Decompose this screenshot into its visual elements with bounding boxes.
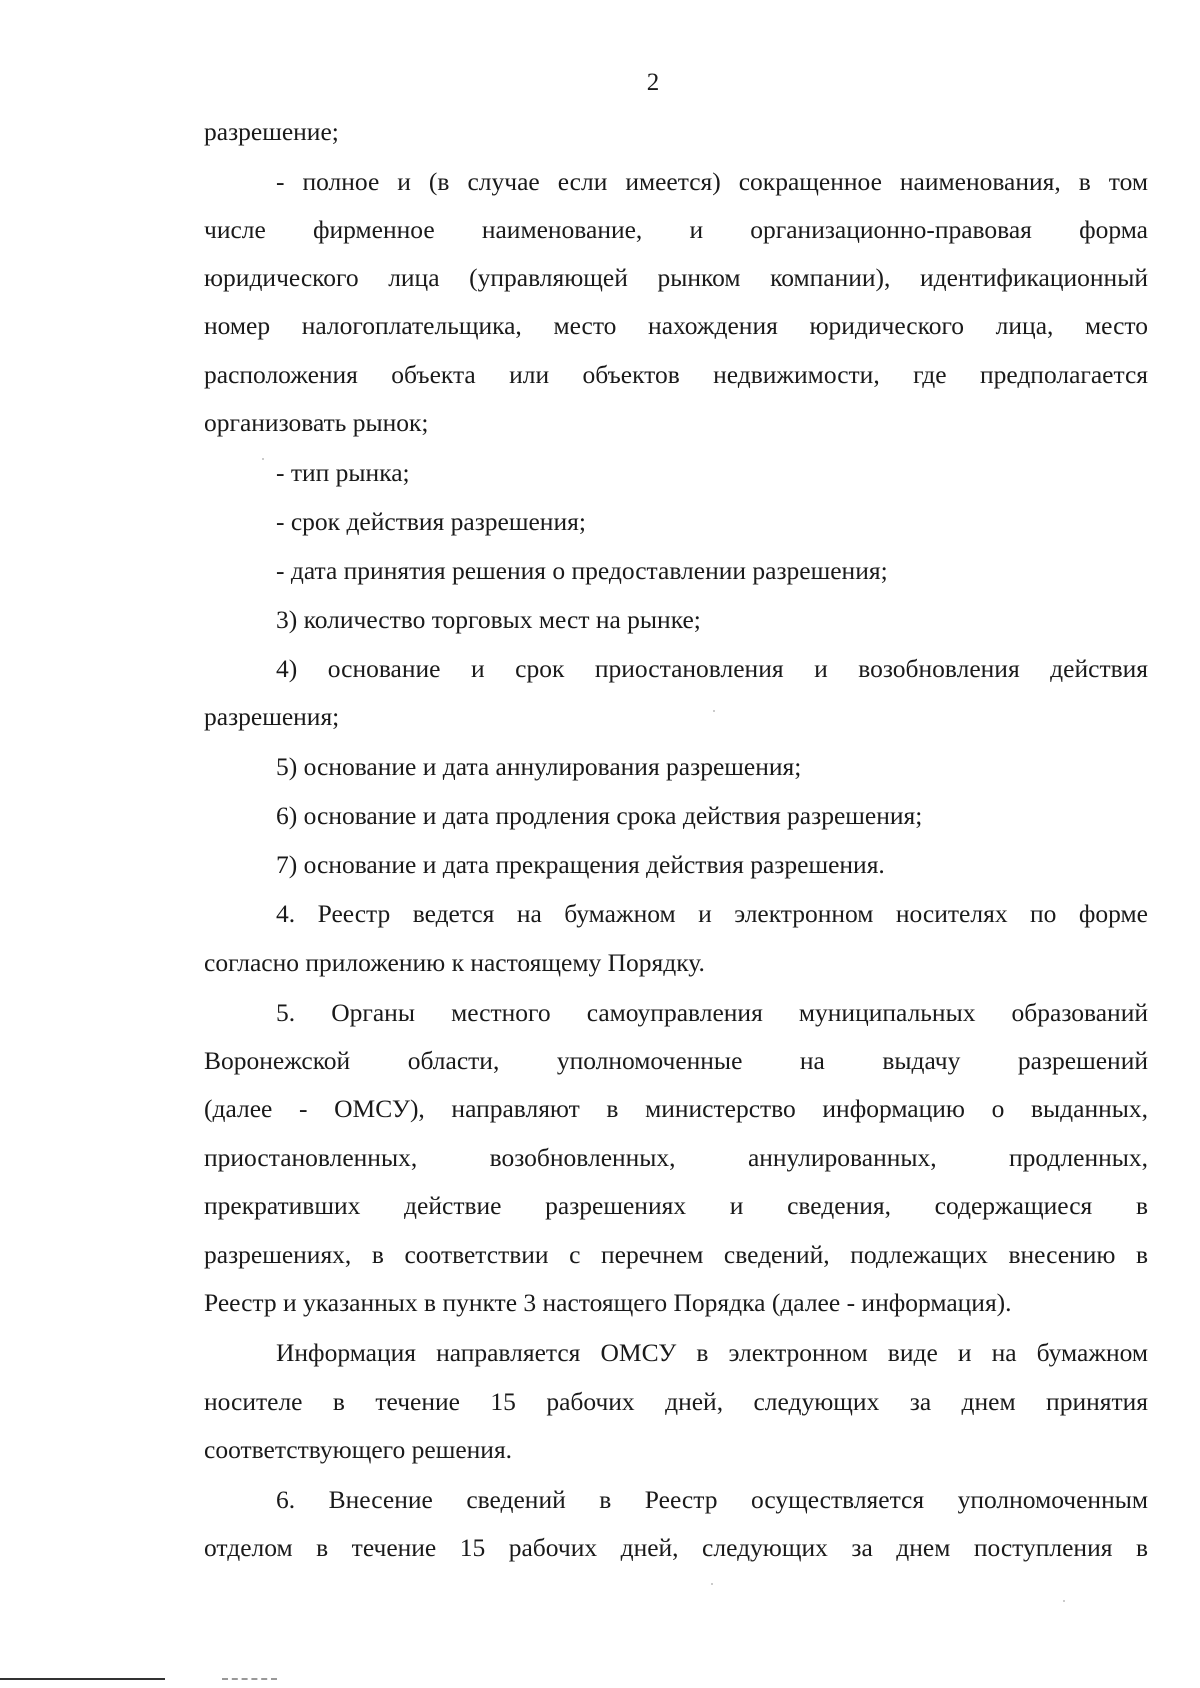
scan-speck [711,1583,713,1585]
scan-speck [262,458,264,460]
text-line: - дата принятия решения о предоставлении разрешения; [276,556,888,585]
text-line: отделом в течение 15 рабочих дней, следующих за днем поступления в [204,1533,1148,1562]
text-line: - полное и (в случае если имеется) сокращенное наименования, в том [276,167,1148,196]
text-line: 5) основание и дата аннулирования разрешения; [276,752,802,781]
text-line: прекративших действие разрешениях и сведения, содержащиеся в [204,1191,1148,1220]
text-line: Воронежской области, уполномоченные на выдачу разрешений [204,1046,1148,1075]
text-line: согласно приложению к настоящему Порядку. [204,948,705,977]
text-line: соответствующего решения. [204,1435,513,1464]
text-line: 4. Реестр ведется на бумажном и электронном носителях по форме [276,899,1148,928]
text-line: носителе в течение 15 рабочих дней, следующих за днем принятия [204,1387,1148,1416]
text-line: - тип рынка; [276,458,410,487]
text-line: (далее - ОМСУ), направляют в министерство информацию о выданных, [204,1094,1148,1123]
text-line: - срок действия разрешения; [276,507,586,536]
text-line: разрешениях, в соответствии с перечнем сведений, подлежащих внесению в [204,1240,1148,1269]
text-line: разрешение; [204,117,339,146]
text-line: приостановленных, возобновленных, аннулированных, продленных, [204,1143,1148,1172]
scan-speck [713,710,715,712]
text-line: юридического лица (управляющей рынком компании), идентификационный [204,263,1148,292]
scan-speck [1063,1600,1065,1602]
text-line: разрешения; [204,702,340,731]
footer-rule [0,1678,165,1680]
text-line: Реестр и указанных в пункте 3 настоящего Порядка (далее - информация). [204,1288,1012,1317]
text-line: числе фирменное наименование, и организационно-правовая форма [204,215,1148,244]
text-line: организовать рынок; [204,408,429,437]
text-line: номер налогоплательщика, место нахождения юридического лица, место [204,311,1148,340]
text-line: 7) основание и дата прекращения действия разрешения. [276,850,885,879]
text-line: 3) количество торговых мест на рынке; [276,605,701,634]
text-line: 4) основание и срок приостановления и возобновления действия [276,654,1148,683]
text-line: 6. Внесение сведений в Реестр осуществляется уполномоченным [276,1485,1148,1514]
footer-rule [222,1678,277,1680]
text-line: Информация направляется ОМСУ в электронном виде и на бумажном [276,1338,1148,1367]
text-line: 6) основание и дата продления срока действия разрешения; [276,801,923,830]
text-line: расположения объекта или объектов недвижимости, где предполагается [204,360,1148,389]
page-number: 2 [646,69,660,96]
text-line: 5. Органы местного самоуправления муниципальных образований [276,998,1148,1027]
